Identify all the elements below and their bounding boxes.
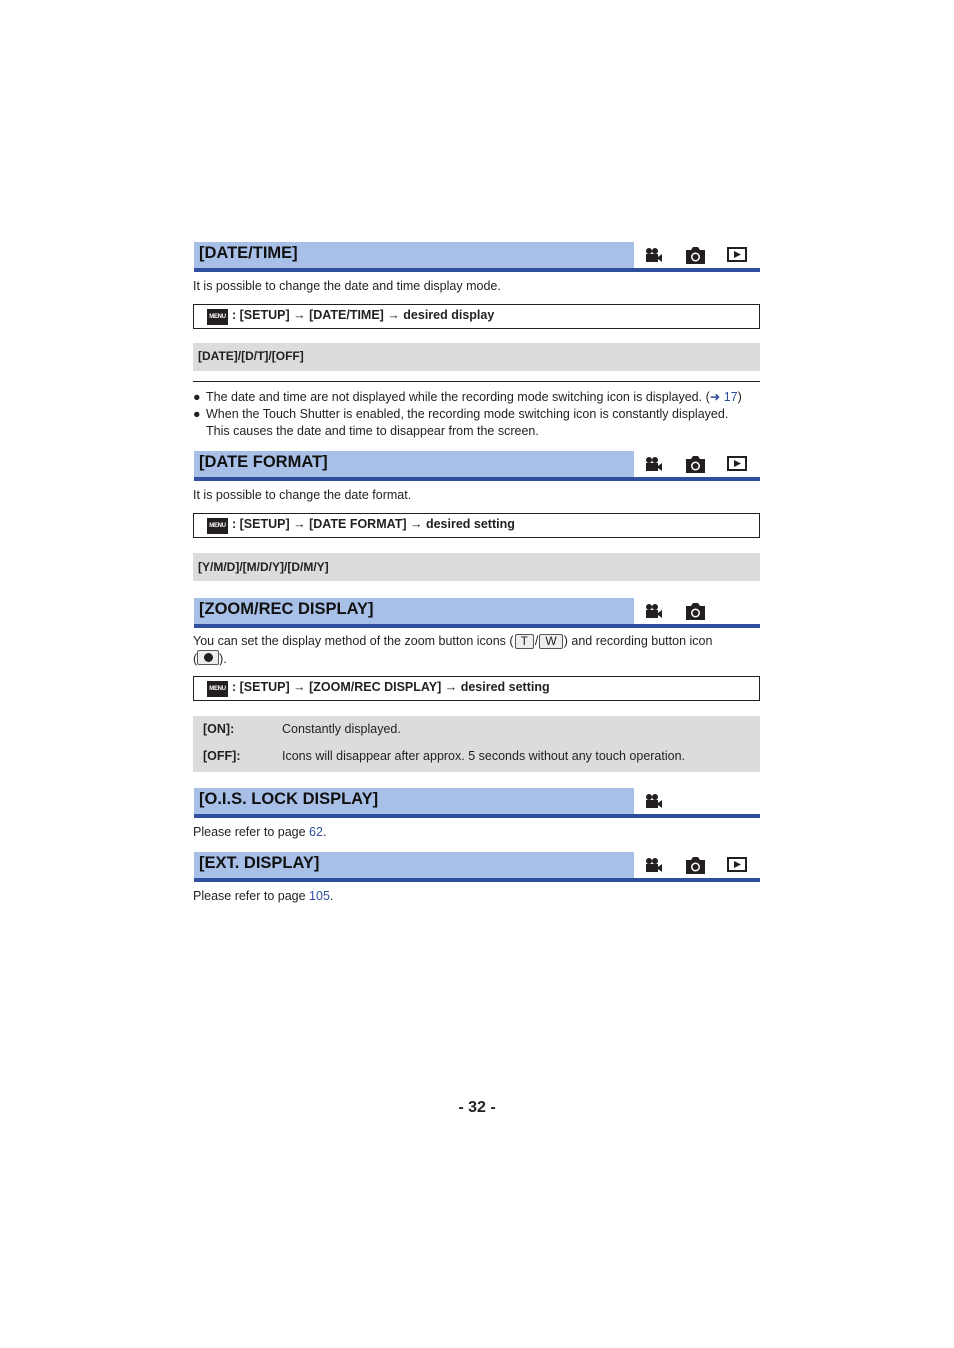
options-box — [193, 716, 760, 772]
option-key: [OFF]: — [203, 749, 241, 763]
section-title: [DATE/TIME] — [199, 244, 298, 262]
section-header — [193, 242, 760, 272]
mode-icons — [645, 456, 760, 474]
note-text-2: This causes the date and time to disappear from the screen. — [206, 423, 539, 438]
menu-icon[interactable]: MENU — [207, 681, 228, 697]
menu-icon[interactable]: MENU — [207, 518, 228, 534]
section-title: [ZOOM/REC DISPLAY] — [199, 600, 374, 618]
photo-mode-icon — [685, 857, 706, 874]
section-header — [193, 788, 760, 818]
zoom-t-button-icon: T — [515, 634, 534, 649]
slash: / — [534, 634, 539, 648]
section-ois-lock-display — [193, 788, 760, 839]
page-link[interactable]: 17 — [723, 390, 738, 404]
mode-icons — [645, 793, 760, 811]
photo-mode-icon — [685, 456, 706, 473]
menu-path-box — [193, 676, 760, 701]
section-title: [O.I.S. LOCK DISPLAY] — [199, 790, 379, 808]
menu-path-box — [193, 513, 760, 538]
menu-path-box — [193, 304, 760, 329]
playback-mode-icon — [727, 857, 747, 873]
options-text: [DATE]/[D/T]/[OFF] — [198, 349, 304, 363]
mode-icons — [645, 603, 760, 621]
video-mode-icon — [645, 247, 663, 263]
section-header — [193, 852, 760, 882]
period: . — [322, 825, 327, 839]
page-link[interactable]: 62 — [309, 825, 323, 839]
bullet-icon: ● — [193, 390, 201, 404]
section-description — [193, 633, 760, 668]
video-mode-icon — [645, 456, 663, 472]
link-arrow-icon[interactable]: ➜ — [709, 390, 721, 404]
bullet-icon: ● — [193, 407, 201, 421]
section-zoom-rec-display — [193, 598, 760, 763]
option-value: Icons will disappear after approx. 5 seconds without any touch operation. — [282, 749, 686, 763]
desc-part-1: You can set the display method of the zoom button icons ( — [193, 634, 514, 648]
zoom-w-button-icon: W — [539, 634, 562, 649]
section-date-time — [193, 242, 760, 438]
refer-text — [193, 824, 326, 841]
option-value: Constantly displayed. — [282, 722, 401, 736]
menu-path: : [SETUP] → [ZOOM/REC DISPLAY] → desired setting — [232, 680, 550, 694]
desc-part-2: ) and recording button icon — [563, 634, 713, 648]
page-link[interactable]: 105 — [309, 889, 330, 903]
note-text: When the Touch Shutter is enabled, the recording mode switching icon is constantly displayed. — [206, 407, 729, 421]
period: . — [329, 889, 334, 903]
menu-icon[interactable]: MENU — [207, 309, 228, 325]
section-description: It is possible to change the date format. — [193, 488, 412, 502]
refer-label: Please refer to page — [193, 889, 310, 903]
options-text: [Y/M/D]/[M/D/Y]/[D/M/Y] — [198, 560, 329, 574]
desc-open: ( — [193, 652, 198, 666]
mode-icons — [645, 247, 760, 265]
note-text: The date and time are not displayed while the recording mode switching icon is displayed. ( — [206, 390, 710, 404]
note-text-end: ) — [737, 390, 742, 404]
section-header — [193, 598, 760, 628]
record-button-icon — [197, 650, 219, 665]
page-number: - 32 - — [458, 1099, 496, 1116]
refer-label: Please refer to page — [193, 825, 310, 839]
playback-mode-icon — [727, 247, 747, 263]
video-mode-icon — [645, 857, 663, 873]
menu-path: : [SETUP] → [DATE/TIME] → desired display — [232, 308, 495, 322]
section-title: [DATE FORMAT] — [199, 453, 328, 471]
refer-text — [193, 888, 333, 905]
options-box — [193, 553, 760, 581]
playback-mode-icon — [727, 456, 747, 472]
mode-icons — [645, 857, 760, 875]
option-key: [ON]: — [203, 722, 235, 736]
options-box — [193, 343, 760, 371]
photo-mode-icon — [685, 603, 706, 620]
video-mode-icon — [645, 793, 663, 809]
menu-path: : [SETUP] → [DATE FORMAT] → desired setting — [232, 517, 515, 531]
video-mode-icon — [645, 603, 663, 619]
section-header — [193, 451, 760, 481]
section-description: It is possible to change the date and time display mode. — [193, 279, 501, 293]
desc-close: ). — [219, 652, 227, 666]
photo-mode-icon — [685, 247, 706, 264]
divider — [193, 381, 760, 382]
section-ext-display — [193, 852, 760, 903]
section-date-format — [193, 451, 760, 574]
section-title: [EXT. DISPLAY] — [199, 854, 320, 872]
